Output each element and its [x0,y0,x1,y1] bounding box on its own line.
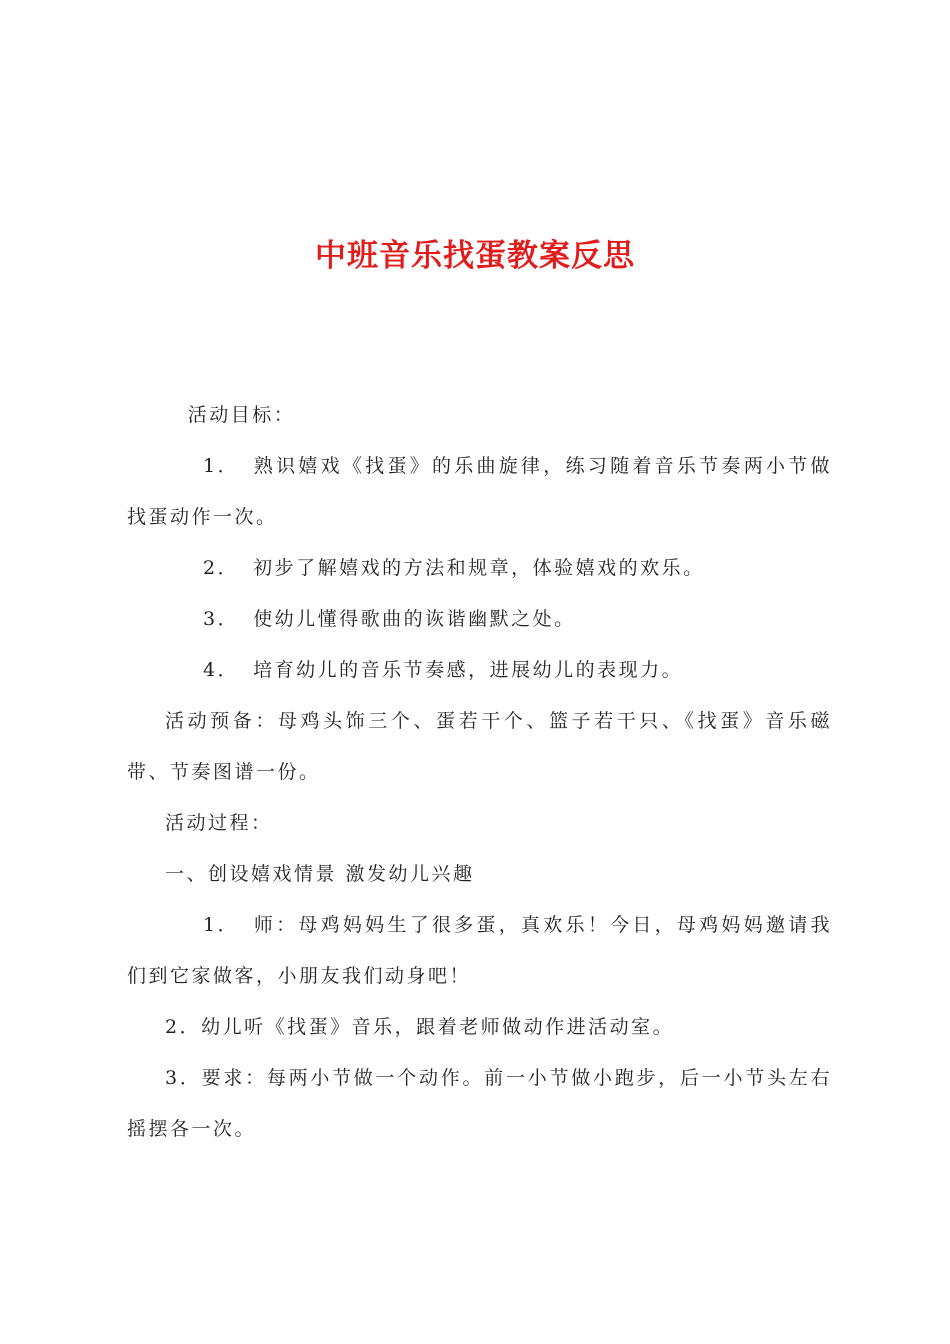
section-heading-goals [127,390,832,441]
preparation-paragraph [127,696,832,798]
paragraph-text: 3．要求：每两小节做一个动作。前一小节做小跑步，后一小节头左右摇摆各一次。 [127,1067,832,1140]
section-heading-process [127,798,832,849]
list-number: 1． [203,914,240,936]
paragraph-text: 使幼儿懂得歌曲的诙谐幽默之处。 [253,608,576,630]
list-number: 2． [203,557,240,579]
process-item-1 [127,900,832,1002]
paragraph-text: 活动预备：母鸡头饰三个、蛋若干个、篮子若干只、《找蛋》音乐磁带、节奏图谱一份。 [127,710,832,783]
process-item-3 [127,1053,832,1155]
paragraph-text: 师：母鸡妈妈生了很多蛋，真欢乐！今日，母鸡妈妈邀请我们到它家做客，小朋友我们动身吧！ [127,914,832,987]
document-title: 中班音乐找蛋教案反思 [315,237,635,274]
goal-item-3 [127,594,832,645]
paragraph-text: 2．幼儿听《找蛋》音乐，跟着老师做动作进活动室。 [165,1016,675,1038]
paragraph-text: 活动过程： [165,812,273,834]
process-item-2 [127,1002,832,1053]
goal-item-1 [127,441,832,543]
paragraph-text: 培育幼儿的音乐节奏感，进展幼儿的表现力。 [253,659,684,681]
subsection-heading-1 [127,849,832,900]
paragraph-text: 熟识嬉戏《找蛋》的乐曲旋律，练习随着音乐节奏两小节做找蛋动作一次。 [127,455,832,528]
document-body [127,390,832,1155]
goal-item-2 [127,543,832,594]
list-number: 4． [203,659,240,681]
paragraph-text: 活动目标： [187,404,296,426]
paragraph-text: 初步了解嬉戏的方法和规章，体验嬉戏的欢乐。 [253,557,705,579]
goal-item-4 [127,645,832,696]
list-number: 3． [203,608,240,630]
list-number: 1． [203,455,240,477]
paragraph-text: 一、创设嬉戏情景 激发幼儿兴趣 [165,863,475,885]
